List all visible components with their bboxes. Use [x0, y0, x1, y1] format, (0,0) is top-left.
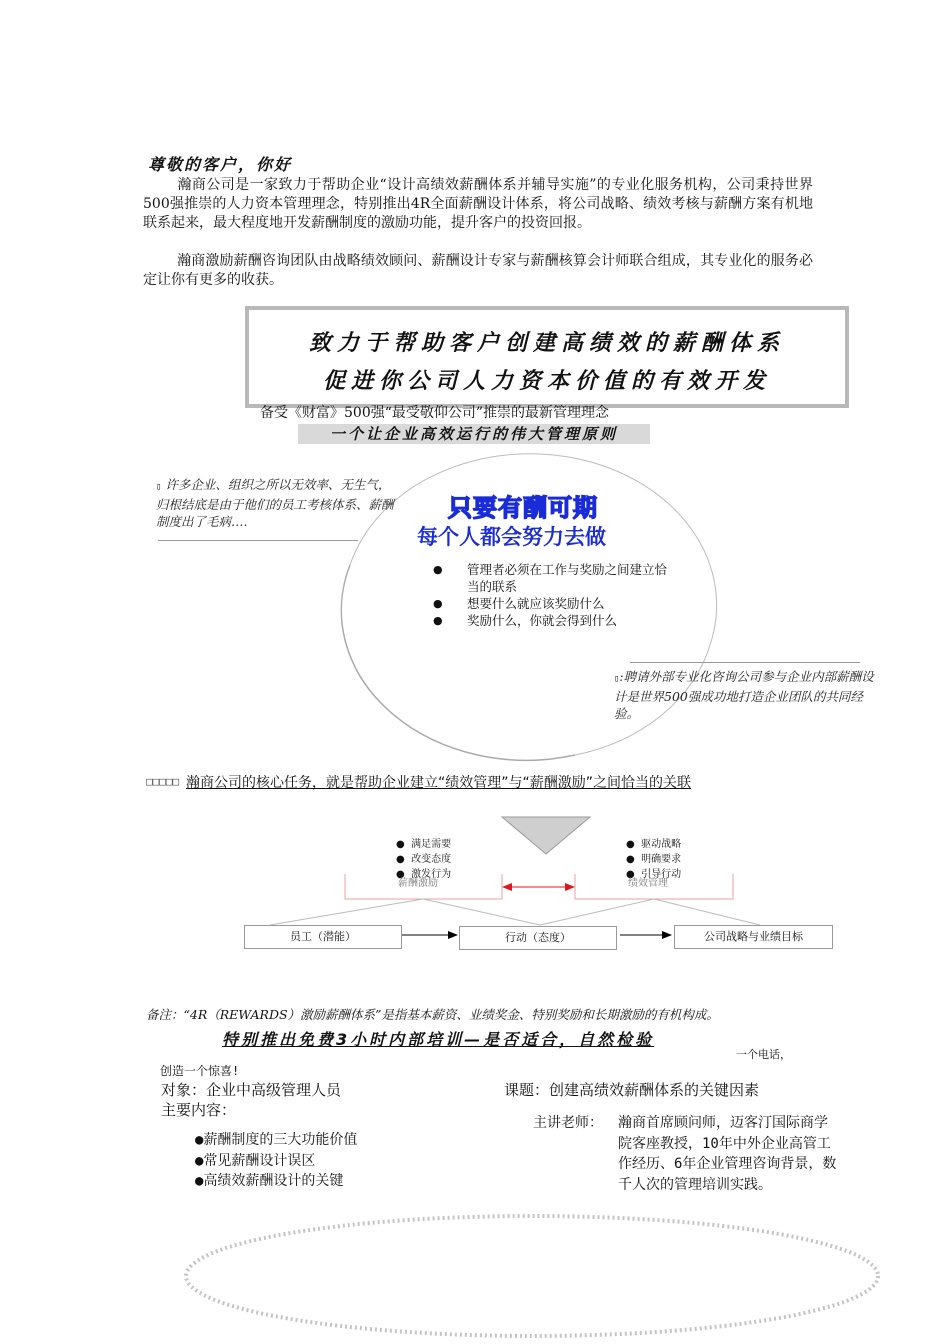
mission-marker: □□□□□ — [146, 775, 180, 788]
diagram-right-label-clipped: 绩效管理 — [628, 878, 668, 889]
training-item-2 — [195, 1151, 357, 1172]
callout-right-text: :聘请外部专业化咨询公司参与企业内部薪酬设计是世界500强成功地打造企业团队的共同经验。 — [614, 669, 874, 721]
diagram-left-label-clipped: 薪酬激励 — [398, 878, 438, 889]
training-item-2-text: 常见薪酬设计误区 — [203, 1152, 316, 1169]
bullet-icon: ● — [195, 1173, 204, 1189]
circle-bullet-2-text: 想要什么就应该奖励什么 — [467, 596, 605, 611]
lecturer-bio-line-4: 千人次的管理培训实践。 — [618, 1176, 772, 1193]
circle-bullet-3 — [433, 612, 672, 629]
bullet-icon: ● — [195, 1152, 204, 1169]
box-action: 行动（态度） — [459, 926, 617, 950]
slogan-banner — [245, 306, 849, 408]
phone-fragment: 一个电话， — [736, 1048, 791, 1061]
arrow-left-icon — [502, 883, 512, 891]
circle-bullet-1 — [433, 561, 672, 595]
bullet-icon: ● — [433, 597, 443, 610]
box-strategy: 公司战略与业绩目标 — [674, 925, 833, 949]
arrow-icon — [662, 931, 672, 939]
training-item-1 — [195, 1130, 357, 1151]
greeting: 尊敬的客户，你好 — [148, 155, 293, 174]
lecturer-bio-line-1: 瀚商首席顾问师，迈客汀国际商学 — [618, 1115, 828, 1131]
footnote: 备注：“4R（REWARDS）激励薪酬体系”是指基本薪资、业绩奖金、特别奖励和长期激励的有机构成。 — [146, 1007, 719, 1022]
circle-title-outline: 只要有酬可期 — [448, 494, 598, 522]
lecturer-bio-line-2: 院客座教授，10年中外企业高管工 — [618, 1135, 831, 1152]
bullet-icon: ● — [626, 839, 635, 850]
diagram-right-bullet-3-text: 引导行动 — [641, 869, 682, 880]
training-item-3-text: 高绩效薪酬设计的关键 — [203, 1173, 344, 1189]
funnel-triangle-icon — [502, 817, 590, 854]
bullet-icon: ● — [396, 869, 405, 880]
callout-left — [156, 476, 396, 530]
mission-statement: 瀚商公司的核心任务，就是帮助企业建立“绩效管理”与“薪酬激励”之间恰当的关联 — [186, 775, 692, 791]
diagram-left-bullet-1 — [396, 837, 451, 852]
arrow-icon — [448, 931, 458, 939]
lecturer-bio-line-3: 作经历、6年企业管理咨询背景，数 — [618, 1156, 837, 1172]
circle-bullet-1-text: 管理者必须在工作与奖励之间建立恰当的联系 — [467, 562, 668, 594]
diagram-right-bullet-2-text: 明确要求 — [641, 854, 682, 865]
training-item-3 — [195, 1171, 357, 1192]
bullet-icon: ● — [396, 839, 405, 850]
circle-bullet-2 — [433, 595, 672, 612]
promo-headline: 特别推出免费3小时内部培训—是否适合，自然检验 — [222, 1030, 655, 1049]
banner-line-2: 促进你公司人力资本价值的有效开发 — [322, 369, 771, 394]
callout-right-divider — [630, 662, 860, 663]
callout-right — [614, 668, 884, 722]
training-items — [195, 1130, 357, 1192]
circle-bullet-3-text: 奖励什么，你就会得到什么 — [467, 613, 618, 628]
diagram-left-bullet-2-text: 改变态度 — [411, 854, 452, 865]
diagram-left-bullet-2 — [396, 852, 451, 867]
diagram-right-bullet-1 — [626, 837, 681, 852]
callout-marker-icon: ▯ — [614, 674, 620, 684]
banner-line-1: 致力于帮助客户创建高绩效的薪酬体系 — [308, 331, 785, 356]
principle-heading: 一个让企业高效运行的伟大管理原则 — [298, 424, 650, 444]
training-topic: 课题：创建高绩效薪酬体系的关键因素 — [504, 1081, 760, 1099]
bullet-icon: ● — [433, 563, 443, 576]
bullet-icon: ● — [626, 869, 635, 880]
subtitle: 备受《财富》500强“最受敬仰公司”推崇的最新管理理念 — [260, 405, 610, 421]
bullet-icon: ● — [195, 1132, 204, 1148]
intro-paragraph-1-text: 瀚商公司是一家致力于帮助企业“设计高绩效薪酬体系并辅导实施”的专业化服务机构，公司秉持世界500强推崇的人力资本管理理念，特别推出4R全面薪酬设计体系，将公司战略、绩效考核与薪酬方案有机地联系起来，最大程度地开发薪酬制度的激励功能，提升客户的投资回报。 — [143, 177, 813, 231]
surprise-text: 创造一个惊喜! — [160, 1064, 240, 1078]
training-content-label: 主要内容： — [161, 1101, 237, 1119]
diagram-right-bullet-2 — [626, 852, 681, 867]
bullet-icon: ● — [396, 854, 405, 865]
intro-paragraph-1 — [143, 176, 813, 233]
bullet-icon: ● — [433, 614, 443, 627]
box-employee: 员工（潜能） — [244, 925, 402, 949]
callout-left-divider — [158, 540, 358, 541]
bullet-icon: ● — [626, 854, 635, 865]
intro-paragraph-2 — [143, 252, 813, 290]
diagram-right-bullet-1-text: 驱动战略 — [641, 839, 682, 850]
diagram-left-bullet-1-text: 满足需要 — [411, 839, 452, 850]
callout-marker-icon: ▯ — [156, 482, 162, 492]
lecturer-bio — [618, 1113, 836, 1195]
arrow-right-icon — [565, 883, 575, 891]
lecturer-label: 主讲老师： — [533, 1115, 603, 1131]
training-audience: 对象：企业中高级管理人员 — [161, 1081, 342, 1099]
callout-left-text: 许多企业、组织之所以无效率、无生气，归根结底是由于他们的员工考核体系、薪酬制度出了毛病…. — [156, 477, 394, 529]
dotted-ellipse — [180, 1210, 885, 1340]
circle-title: 每个人都会努力去做 — [417, 525, 606, 549]
intro-paragraph-2-text: 瀚商激励薪酬咨询团队由战略绩效顾问、薪酬设计专家与薪酬核算会计师联合组成，其专业化的服务必定让你有更多的收获。 — [143, 253, 813, 288]
training-item-1-text: 薪酬制度的三大功能价值 — [203, 1132, 358, 1148]
diagram-left-bullet-3-text: 激发行为 — [411, 869, 452, 880]
